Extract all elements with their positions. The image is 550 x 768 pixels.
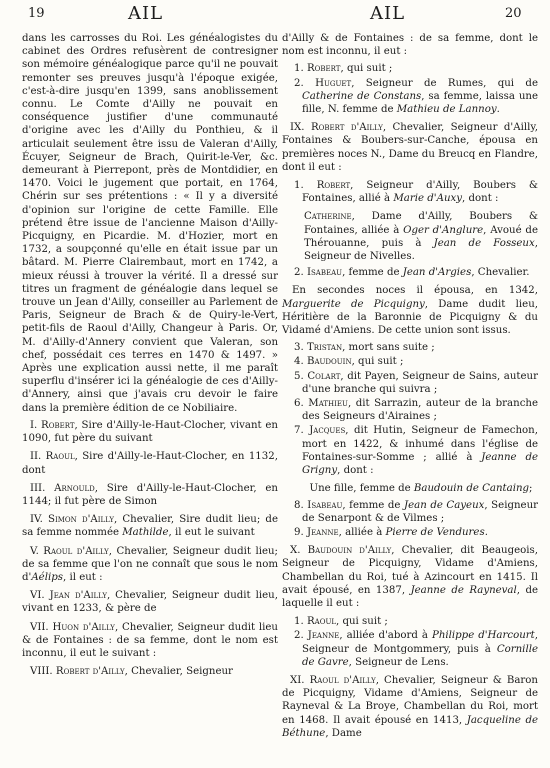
grandchild-item: Une fille, femme de Baudouin de Cantaing; xyxy=(309,483,533,495)
left-column xyxy=(22,32,278,683)
children-list xyxy=(282,615,538,669)
list-item: 1. Robert, Seigneur d'Ailly, Boubers & Fontaines, allié à Marie d'Auxy, dont : xyxy=(294,180,538,205)
children-list xyxy=(282,341,538,477)
genealogy-entry: X. Baudouin d'Ailly, Chevalier, dit Beaugeois, Seigneur de Picquigny, Vidame d'Amiens, Chambellan du Roi, tué à Azincourt en 1415. Il avait épousé, en 1387, Jeanne de Rayneval, de laquelle il eut : xyxy=(282,545,539,609)
running-head-right: AIL xyxy=(370,3,406,24)
page-number-right: 20 xyxy=(505,6,522,21)
list-item: 9. Jeanne, alliée à Pierre de Vendures. xyxy=(294,526,488,538)
genealogy-entry: VIII. Robert d'Ailly, Chevalier, Seigneur xyxy=(30,666,233,678)
genealogy-entry: XI. Raoul d'Ailly, Chevalier, Seigneur & Baron de Picquigny, Vidame d'Amiens, Seigneur de Rayneval & La Broye, Chambellan du Roi, mort en 1468. Il avait épousé en 1413, Jacqueline de Béthune, Dame xyxy=(282,674,538,739)
genealogy-entry: IX. Robert d'Ailly, Chevalier, Seigneur d'Ailly, Fontaines & Boubers-sur-Canche, épousa en premières noces N., Dame du Breucq en Flandre, dont il eut : xyxy=(282,122,538,173)
list-item: 2. Isabeau, femme de Jean d'Argies, Chevalier. xyxy=(294,267,530,279)
second-marriage-paragraph: En secondes noces il épousa, en 1342, Marguerite de Picquigny, Dame dudit lieu, Héritière de la Baronnie de Picquigny & du Vidamé d'Amiens. De cette union sont issus. xyxy=(282,285,538,337)
genealogy-entry: III. Arnould, Sire d'Ailly-le-Haut-Clocher, en 1144; il fut père de Simon xyxy=(22,482,278,507)
list-item: 3. Tristan, mort sans suite ; xyxy=(294,342,435,354)
list-item: 1. Robert, qui suit ; xyxy=(294,63,393,75)
running-head-left: AIL xyxy=(128,3,164,24)
list-item: 8. Isabeau, femme de Jean de Cayeux, Seigneur de Senarpont & de Vilmes ; xyxy=(294,499,538,524)
genealogy-entry: VI. Jean d'Ailly, Chevalier, Seigneur dudit lieu, vivant en 1233, & père de xyxy=(22,590,278,615)
children-list xyxy=(282,499,538,540)
children-list xyxy=(282,62,538,116)
intro-paragraph: dans les carrosses du Roi. Les généalogistes du cabinet des Ordres refusèrent de contresigner son mémoire généalogique parce qu'il ne pouvait remonter ses preuves jusqu'à l'époque exigée, c'est-à-dire jusqu'en 1399, sans anoblissement connu. Le Comte d'Ailly ne pouvait en conséquence justifier d'une communauté d'origine avec les d'Ailly du Ponthieu, & il articulait seulement être issu de Valeran d'Ailly, Écuyer, Seigneur de Brach, Quirit-le-Ver, &c. demeurant à Pierrepont, près de Montdidier, en 1470. Voici le jugement que portait, en 1764, Chérin sur ses prétentions : « Il y a diversité d'opinion sur l'origine de cette Famille. Elle prétend être issue de l'ancienne Maison d'Ailly-Picquigny, en Picardie. M. d'Hozier, mort en 1732, a soupçonné qu'elle en était issue par un bâtard. M. Pierre Clairembaut, mort en 1742, a mieux réussi à trouver la vérité. Il a dressé sur titres un fragment de généalogie dans lequel se trouve un Jean d'Ailly, conseiller au Parlement de Paris, Seigneur de Brach & de Quiry-le-Vert, petit-fils de Raoul d'Ailly, Changeur à Paris. Or, M. d'Ailly-d'Annery convient que Valeran, son chef, possédait ces terres en 1470 & 1497. » Après une explication aussi nette, il me paraît superflu d'insérer ici la généalogie de ces d'Ailly-d'Annery, ainsi que j'avais cru devoir le faire dans la première édition de ce Nobiliaire. xyxy=(22,33,278,414)
page-number-left: 19 xyxy=(28,6,45,21)
grandchild-item: Catherine, Dame d'Ailly, Boubers & Fontaines, alliée à Oger d'Anglure, Avoué de Thérouanne, puis à Jean de Fosseux, Seigneur de Nivelles. xyxy=(304,211,538,263)
genealogy-entry: VII. Huon d'Ailly, Chevalier, Seigneur dudit lieu & de Fontaines : de sa femme, dont le nom est inconnu, il eut le suivant : xyxy=(22,621,278,659)
list-item: 7. Jacques, dit Hutin, Seigneur de Famechon, mort en 1422, & inhumé dans l'église de Fontaines-sur-Somme ; allié à Jeanne de Grigny, dont : xyxy=(294,425,538,477)
right-column xyxy=(282,32,538,745)
children-list xyxy=(282,266,538,279)
list-item: 2. Jeanne, alliée d'abord à Philippe d'Harcourt, Seigneur de Montgommery, puis à Cornille de Gavre, Seigneur de Lens. xyxy=(294,630,538,668)
list-item: 6. Mathieu, dit Sarrazin, auteur de la branche des Seigneurs d'Airaines ; xyxy=(294,398,538,423)
list-item: 2. Huguet, Seigneur de Rumes, qui de Catherine de Constans, sa femme, laissa une fille, N. femme de Mathieu de Lannoy. xyxy=(294,77,538,116)
list-item: 5. Colart, dit Payen, Seigneur de Sains, auteur d'une branche qui suivra ; xyxy=(294,370,538,395)
genealogy-entry: IV. Simon d'Ailly, Chevalier, Sire dudit lieu; de sa femme nommée Mathilde, il eut le suivant xyxy=(22,514,278,539)
children-list xyxy=(282,179,538,205)
list-item: 1. Raoul, qui suit ; xyxy=(294,616,388,628)
list-item: 4. Baudouin, qui suit ; xyxy=(294,356,404,368)
genealogy-entry: I. Robert, Sire d'Ailly-le-Haut-Clocher, vivant en 1090, fut père du suivant xyxy=(22,419,278,445)
genealogy-entry: II. Raoul, Sire d'Ailly-le-Haut-Clocher, en 1132, dont xyxy=(22,451,278,476)
continued-paragraph: d'Ailly & de Fontaines : de sa femme, dont le nom est inconnu, il eut : xyxy=(282,33,538,58)
genealogy-entry: V. Raoul d'Ailly, Chevalier, Seigneur dudit lieu; de sa femme que l'on ne connaît que sous le nom d'Aélips, il eut : xyxy=(22,545,278,583)
